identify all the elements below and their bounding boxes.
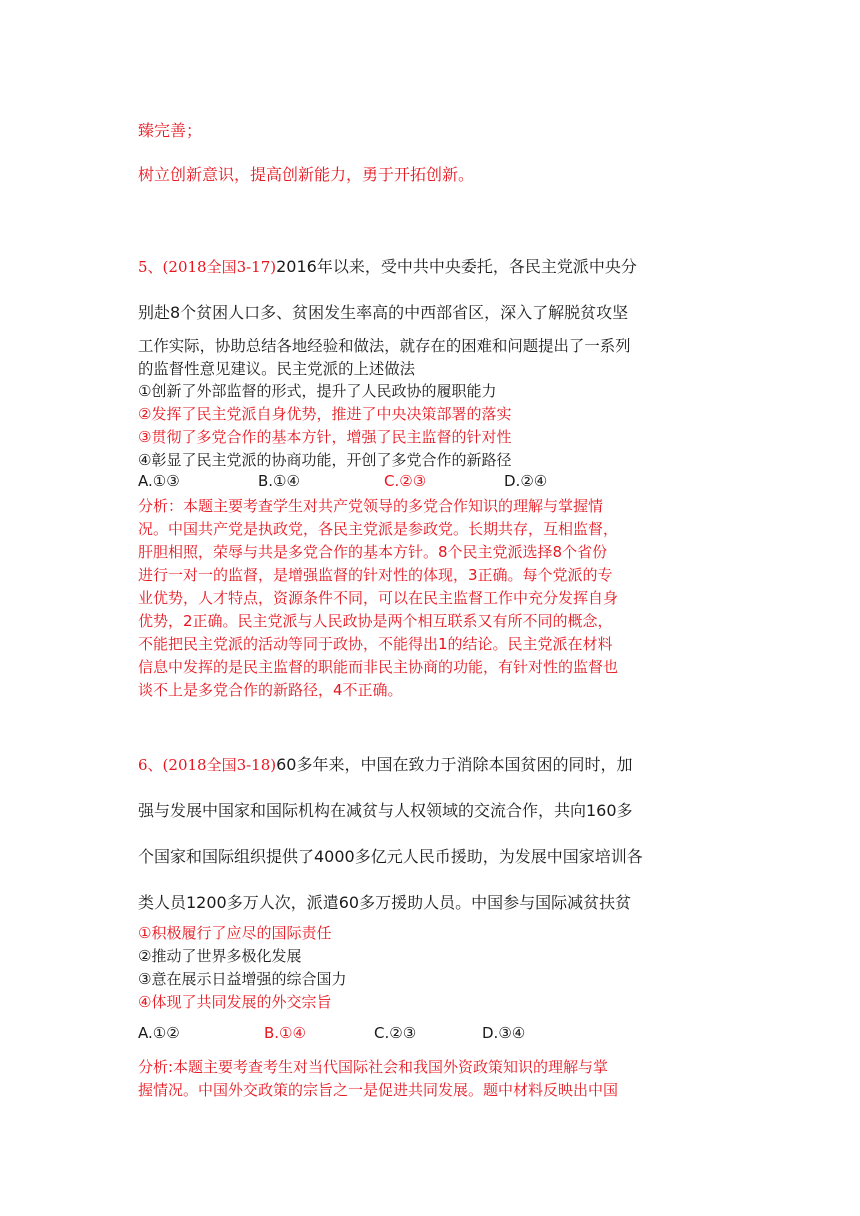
choice-item: ①积极履行了应尽的国际责任	[138, 924, 332, 942]
analysis-line: 肝胆相照，荣辱与共是多党合作的基本方针。8个民主党派选择8个省份	[138, 543, 608, 561]
analysis-line: 进行一对一的监督，是增强监督的针对性的体现，3正确。每个党派的专	[138, 566, 613, 584]
choice-item: ②发挥了民主党派自身优势，推进了中央决策部署的落实	[138, 405, 512, 423]
choice-item: ③贯彻了多党合作的基本方针，增强了民主监督的针对性	[138, 428, 512, 446]
option-d: D.③④	[482, 1024, 526, 1042]
stem-text: 类人员1200多万人次，派遣60多万援助人员。中国参与国际减贫扶贫	[138, 893, 632, 912]
analysis-line: 分析:本题主要考查考生对当代国际社会和我国外资政策知识的理解与掌	[138, 1058, 609, 1076]
option-a: A.①③	[138, 472, 180, 490]
analysis-line: 握情况。中国外交政策的宗旨之一是促进共同发展。题中材料反映出中国	[138, 1081, 619, 1099]
analysis-line: 分析：本题主要考查学生对共产党领导的多党合作知识的理解与掌握情	[138, 497, 604, 515]
option-a: A.①②	[138, 1024, 180, 1042]
stem-text: 工作实际，协助总结各地经验和做法，就存在的困难和问题提出了一系列	[138, 337, 631, 355]
stem-text: 个国家和国际组织提供了4000多亿元人民币援助，为发展中国家培训各	[138, 847, 643, 866]
stem-text: 别赴8个贫困人口多、贫困发生率高的中西部省区，深入了解脱贫攻坚	[138, 303, 629, 322]
analysis-line: 信息中发挥的是民主监督的职能而非民主协商的功能，有针对性的监督也	[138, 658, 619, 676]
choice-item: ③意在展示日益增强的综合国力	[138, 970, 347, 988]
question-number: 6、(2018全国3-18)	[138, 756, 277, 774]
text-line: 树立创新意识，提高创新能力，勇于开拓创新。	[138, 165, 475, 184]
question-stem	[138, 254, 637, 277]
analysis-line: 优势，2正确。民主党派与人民政协是两个相互联系又有所不同的概念，	[138, 612, 613, 630]
choice-item: ④体现了共同发展的外交宗旨	[138, 993, 332, 1011]
choice-item: ②推动了世界多极化发展	[138, 947, 302, 965]
analysis-line: 业优势，人才特点，资源条件不同，可以在民主监督工作中充分发挥自身	[138, 589, 619, 607]
analysis-line: 谈不上是多党合作的新路径，4不正确。	[138, 681, 403, 699]
option-b: B.①④	[264, 1024, 306, 1042]
analysis-line: 况。中国共产党是执政党，各民主党派是参政党。长期共存，互相监督，	[138, 520, 619, 538]
stem-text: 2016年以来，受中共中央委托，各民主党派中央分	[276, 257, 637, 276]
choice-item: ④彰显了民主党派的协商功能，开创了多党合作的新路径	[138, 451, 512, 469]
stem-text: 强与发展中国家和国际机构在减贫与人权领域的交流合作，共向160多	[138, 801, 633, 820]
option-d: D.②④	[504, 472, 548, 490]
option-b: B.①④	[258, 472, 300, 490]
question-number: 5、(2018全国3-17)	[138, 258, 277, 276]
option-c: C.②③	[384, 472, 427, 490]
analysis-line: 不能把民主党派的活动等同于政协，不能得出1的结论。民主党派在材料	[138, 635, 613, 653]
text-line: 臻完善；	[138, 121, 203, 140]
question-stem	[138, 752, 633, 775]
stem-text: 60多年来，中国在致力于消除本国贫困的同时，加	[276, 755, 633, 774]
option-c: C.②③	[374, 1024, 417, 1042]
choice-item: ①创新了外部监督的形式，提升了人民政协的履职能力	[138, 382, 497, 400]
stem-text: 的监督性意见建议。民主党派的上述做法	[138, 360, 416, 378]
